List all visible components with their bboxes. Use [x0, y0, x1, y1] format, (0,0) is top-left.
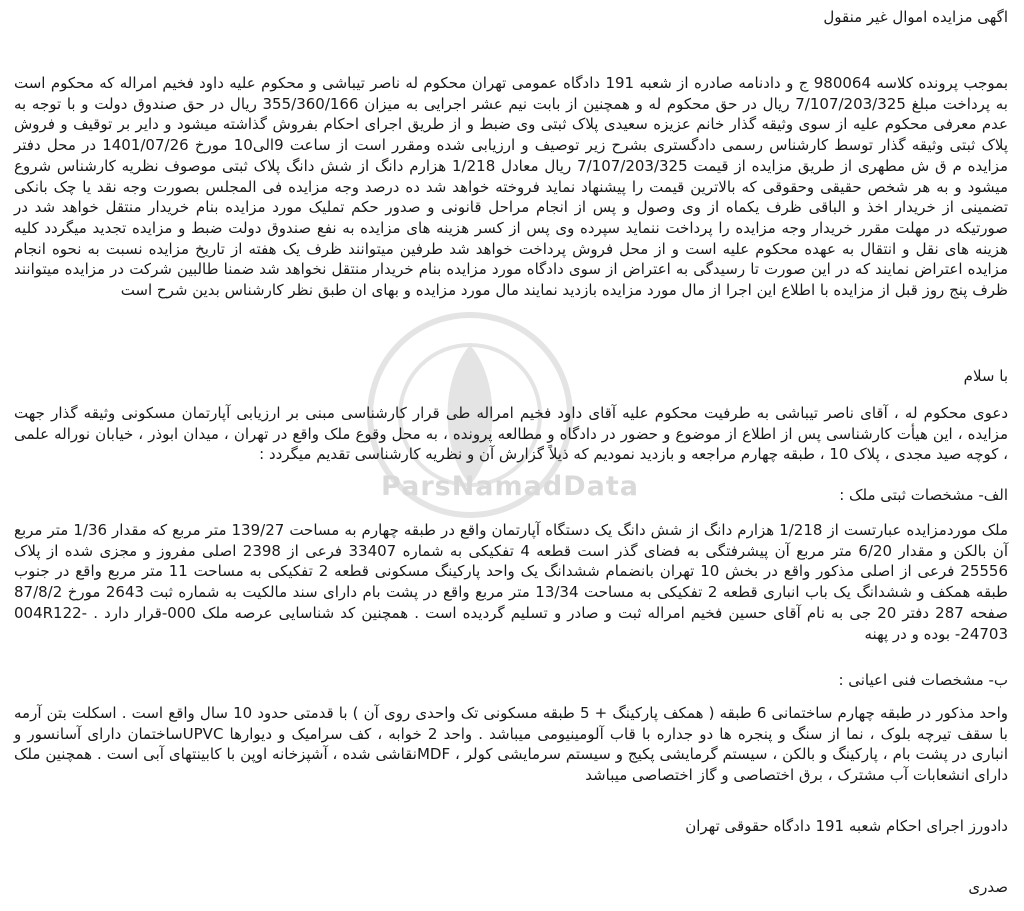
technical-paragraph-block	[14, 703, 1008, 786]
signature-line: دادورز اجرای احکام شعبه 191 دادگاه حقوقی تهران	[685, 817, 1008, 835]
section-a-heading-block	[14, 485, 1008, 505]
section-b-heading: ب- مشخصات فنی اعیانی :	[838, 671, 1008, 689]
greeting-block	[14, 366, 1008, 386]
section-a-heading: الف- مشخصات ثبتی ملک :	[839, 486, 1008, 504]
notice-title: اگهی مزایده اموال غیر منقول	[823, 8, 1008, 26]
registration-paragraph: ملک موردمزایده عبارتست از 1/218 هزارم دانگ از شش دانگ یک دستگاه آپارتمان واقع در طبقه چهارم به مساحت 139/27 متر مربع که مقدار 1/36 متر مربع آن بالکن و مقدار 6/20 متر مربع آن پیشرفتگی به فضای گذر است قطعه 4 تفکیکی به شماره 33407 فرعی از 2398 اصلی مفروز و مجزی شده از پلاک 25556 فرعی از اصلی مذکور واقع در بخش 10 تهران بانضمام ششدانگ یک واحد پارکینگ مسکونی قطعه 2 تفکیکی به مساحت 11 متر مربع واقع در جنوب طبقه همکف و ششدانگ یک باب انباری قطعه 2 تفکیکی به مساحت 13/34 متر مربع واقع در پشت بام دارای سند مالکیت به شماره ثبت 2643 مورخ 87/8/2 صفحه 287 دفتر 20 جی به نام آقای حسین فخیم امراله ثبت و صادر و تسلیم گردیده است . همچنین کد شناسایی عرصه ملک 000-قرار دارد . 004R122- 24703- بوده و در پهنه	[14, 521, 1009, 643]
watermark-text: ParsNamadData	[381, 471, 639, 502]
auction-terms-paragraph: بموجب پرونده کلاسه 980064 ج و دادنامه صادره از شعبه 191 دادگاه عمومی تهران محکوم له ناصر تیباشی و محکوم علیه داود فخیم امراله که محکوم است به پرداخت مبلغ 7/107/203/325 ریال در حق محکوم له و همچنین از بابت نیم عشر اجرایی به میزان 355/360/166 ریال در حق صندوق دولت و با توجه به عدم معرفی محکوم علیه از سوی وثیقه گذار خانم عزیزه سعیدی پلاک ثبتی وی ضبط و از طریق اجرای احکام بفروش گذاشته میشود و دایر بر توقیف و فروش پلاک ثبتی وثیقه گذار توسط کارشناس رسمی دادگستری بشرح زیر توصیف و ارزیابی شده ومقرر است از ساعت 9الی10 مورخ 1401/07/26 در محل دفتر مزایده م ق ش مطهری از طریق مزایده از قیمت 7/107/203/325 ریال معادل 1/218 هزارم دانگ از شش دانگ پلاک ثبتی موصوف نظریه کارشناس شروع میشود و به هر شخص حقیقی وحقوقی که بالاترین قیمت را پیشنهاد نماید فروخته خواهد شد ده درصد وجه مزایده فی المجلس بصورت وجه نقد یا چک بانکی تضمینی از خریدار اخذ و الباقی ظرف یکماه از وی وصول و پس از انجام مراحل قانونی و صدور حکم تملیک مورد مزایده بنام خریدار منتقل خواهد شد در صورتیکه در مهلت مقرر خریدار وجه مزایده را پرداخت ننماید سپرده وی پس از کسر هزینه های مزایده به نفع صندوق دولت ضبط و مزایده تجدید میگردد کلیه هزینه های نقل و انتقال به عهده محکوم علیه است و از محل فروش پرداخت خواهد شد طرفین میتوانند ظرف یک هفته از تاریخ مزایده نسبت به نحوه انجام مزایده اعتراض نمایند که در این صورت تا رسیدگی به اعتراض از سوی دادگاه مورد مزایده بنام خریدار منتقل نخواهد شد ضمنا طالبین شرکت در مزایده میتوانند ظرف پنج روز قبل از مزایده با اطلاع این اجرا از مال مورد مزایده بازدید نمایند مال مورد مزایده و بهای ان طبق نظر کارشناس بدین شرح است	[14, 74, 1009, 300]
signer-block	[14, 877, 1008, 897]
main-paragraph-block	[14, 73, 1008, 301]
claim-paragraph-block	[14, 403, 1008, 465]
signer-name: صدری	[968, 878, 1008, 896]
claim-paragraph: دعوی محکوم له ، آقای ناصر تیباشی به طرفیت محکوم علیه آقای داود فخیم امراله طی قرار کارشناسی مبنی بر ارزیابی آپارتمان مسکونی وثیقه گذار جهت مزایده ، این هیأت کارشناسی پس از اطلاع از موضوع و حضور در دادگاه و مطالعه پرونده ، به محل وقوع ملک واقع در تهران ، میدان ابوذر ، خیابان نوراله علمی ، کوچه صید مجدی ، پلاک 10 ، طبقه چهارم مراجعه و بازدید نمودیم که ذیلاً گزارش آن و نظریه کارشناسی تقدیم میگردد :	[14, 404, 1008, 464]
technical-paragraph: واحد مذکور در طبقه چهارم ساختمانی 6 طبقه ( همکف پارکینگ + 5 طبقه مسکونی تک واحدی روی آن ) با قدمتی حدود 10 سال واقع است . اسکلت بتن آرمه با سقف تیرچه بلوک ، نما از سنگ و پنجره ها دو جداره با قاب آلومینیومی میباشد . واحد 2 خوابه ، کف سرامیک و دیوارها UPVCساختمان دارای آسانسور و انباری در پشت بام ، پارکینگ و بالکن ، سیستم گرمایشی پکیج و سیستم سرمایشی کولر ، MDFنقاشی شده ، آشپزخانه اوپن با کابینتهای آبی است . همچنین ملک دارای انشعابات آب مشترک ، برق اختصاصی و گاز اختصاصی میباشد	[14, 704, 1008, 785]
registration-paragraph-block	[14, 520, 1008, 644]
section-b-heading-block	[14, 670, 1008, 690]
greeting: با سلام	[963, 367, 1008, 385]
signature-block	[14, 816, 1008, 836]
